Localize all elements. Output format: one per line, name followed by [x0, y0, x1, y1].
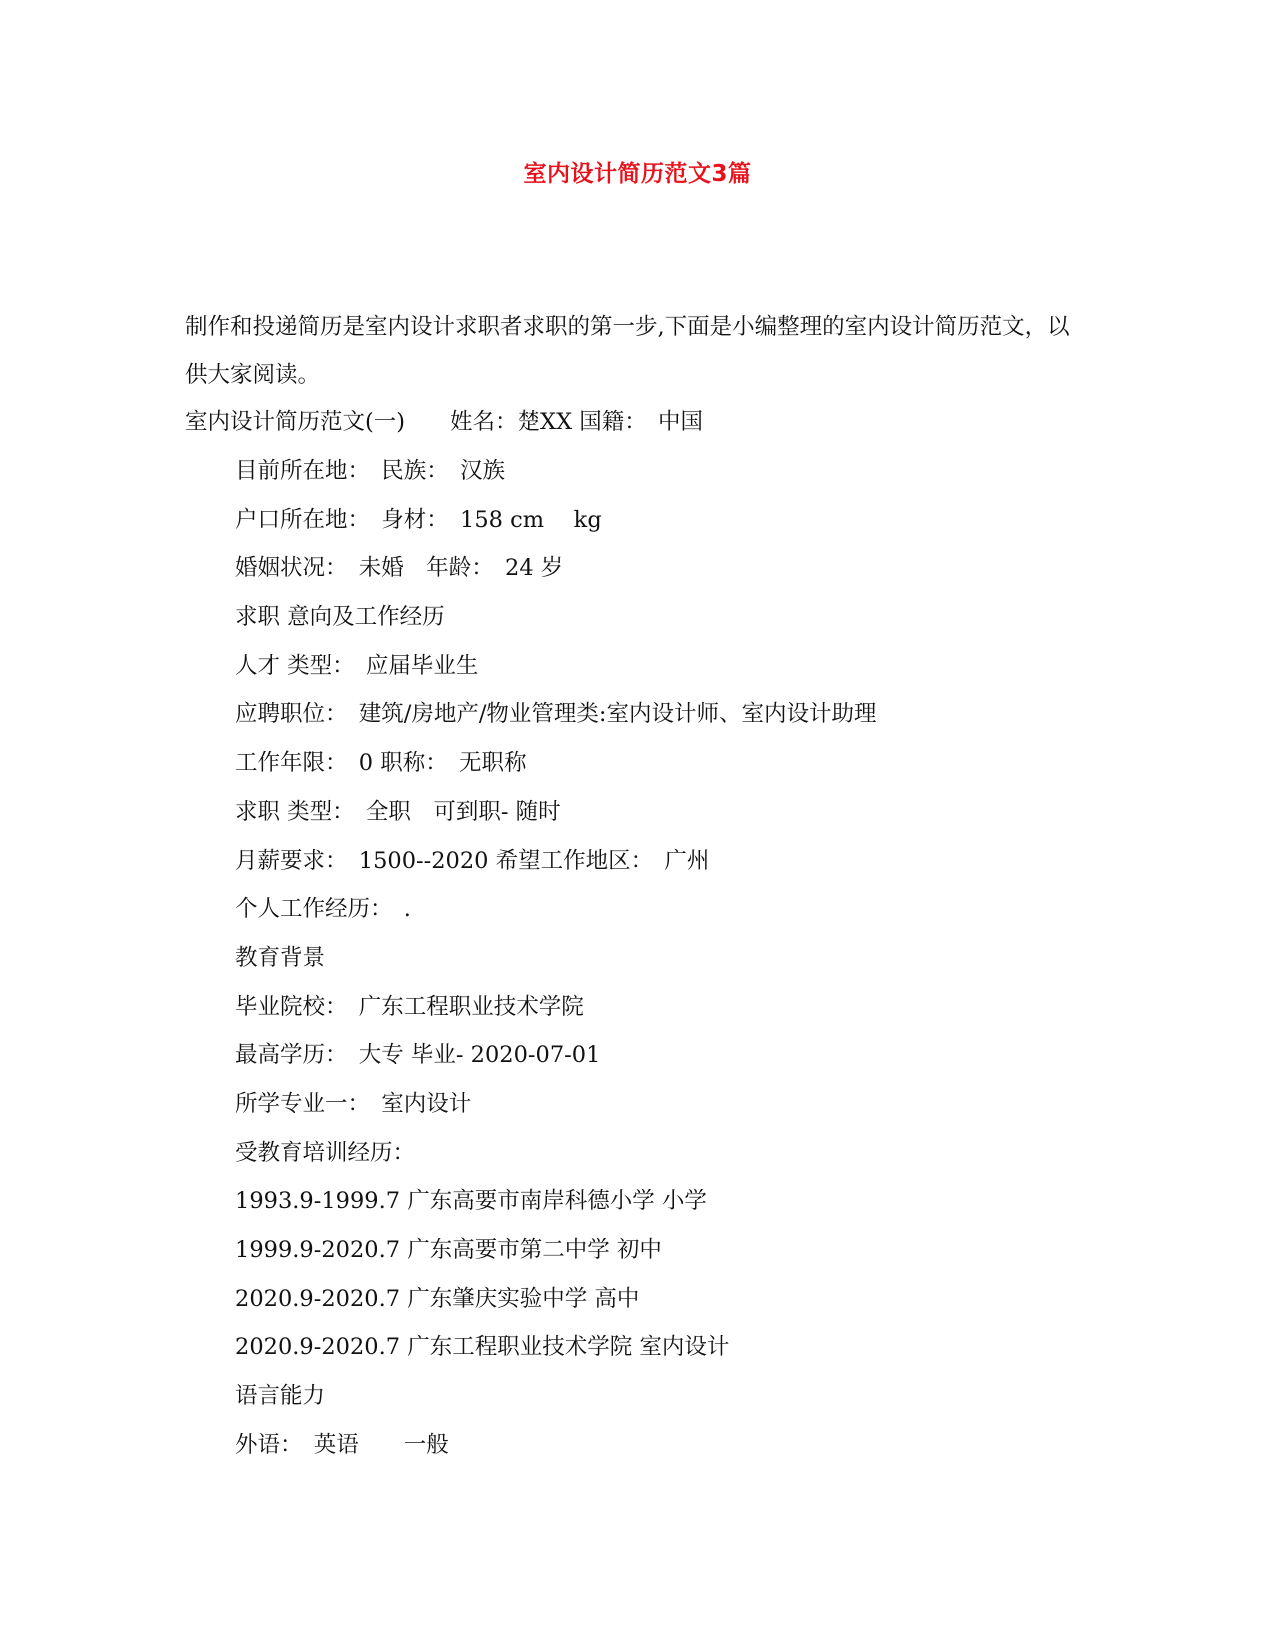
field-training-heading: 受教育培训经历：	[235, 1139, 416, 1166]
field-job-type: 求职 类型： 全职 可到职- 随时	[235, 798, 561, 825]
field-salary: 月薪要求： 1500--2020 希望工作地区： 广州	[235, 847, 710, 874]
page-title: 室内设计简历范文3篇	[523, 161, 752, 187]
field-current-location: 目前所在地： 民族： 汉族	[235, 458, 506, 484]
resume-section-heading: 室内设计简历范文(一) 姓名：楚XX 国籍： 中国	[185, 409, 703, 435]
field-foreign-language: 外语： 英语 一般	[235, 1431, 449, 1458]
field-work-years: 工作年限： 0 职称： 无职称	[235, 750, 527, 777]
education-entry: 2020.9-2020.7 广东工程职业技术学院 室内设计	[235, 1334, 730, 1361]
field-talent-type: 人才 类型： 应届毕业生	[235, 652, 479, 679]
field-marital-status: 婚姻状况： 未婚 年龄： 24 岁	[235, 555, 564, 582]
section-education: 教育背景	[235, 944, 326, 971]
field-degree: 最高学历： 大专 毕业- 2020-07-01	[235, 1042, 601, 1069]
education-entry: 2020.9-2020.7 广东肇庆实验中学 高中	[235, 1285, 640, 1312]
education-entry: 1993.9-1999.7 广东高要市南岸科德小学 小学	[235, 1188, 707, 1215]
field-hukou-location: 户口所在地： 身材： 158 cm kg	[235, 506, 602, 533]
section-job-intention: 求职 意向及工作经历	[235, 604, 445, 631]
education-entry: 1999.9-2020.7 广东高要市第二中学 初中	[235, 1237, 662, 1263]
field-major: 所学专业一： 室内设计	[235, 1090, 472, 1117]
field-applied-position: 应聘职位： 建筑/房地产/物业管理类:室内设计师、室内设计助理	[235, 701, 877, 728]
field-school: 毕业院校： 广东工程职业技术学院	[235, 993, 584, 1020]
intro-paragraph: 制作和投递简历是室内设计求职者求职的第一步,下面是小编整理的室内设计简历范文，以供大家阅读。	[185, 314, 1070, 388]
section-language: 语言能力	[235, 1383, 326, 1410]
field-work-experience: 个人工作经历： .	[235, 896, 411, 923]
resume-details	[235, 447, 877, 1469]
